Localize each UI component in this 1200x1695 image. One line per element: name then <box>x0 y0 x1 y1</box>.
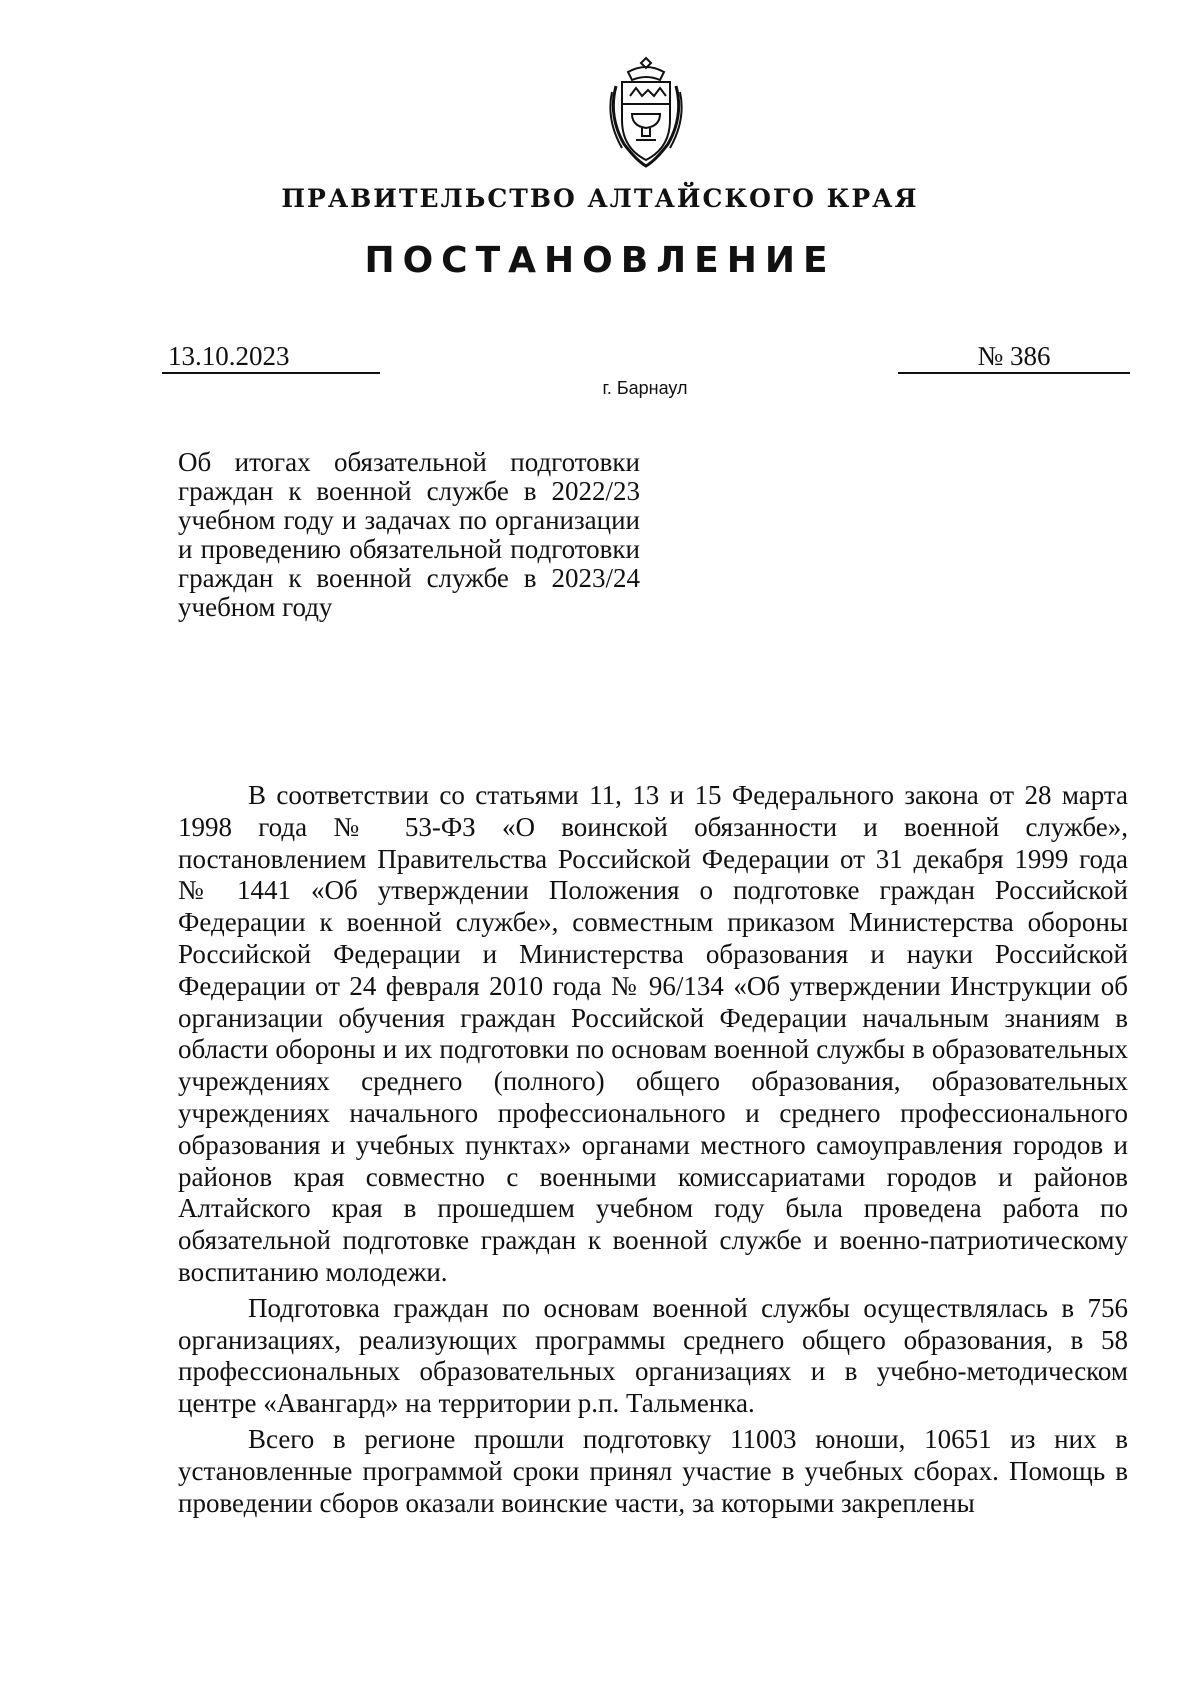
document-subject: Об итогах обязательной подготовки граждан к военной службе в 2022/23 учебном году и задачах по организации и проведению обязательной подготовки граждан к военной службе в 2023/24 учебном году <box>178 447 640 622</box>
document-date <box>162 340 380 374</box>
document-number-value: № 386 <box>977 341 1051 371</box>
document-city: г. Барнаул <box>602 378 688 398</box>
document-body <box>178 780 1128 1523</box>
body-paragraph-2: Подготовка граждан по основам военной службы осуществлялась в 756 организациях, реализующих программы среднего общего образования, в 58 профессиональных образовательных организациях и в учебно-методическом центре «Авангард» на территории р.п. Тальменка. <box>178 1292 1128 1419</box>
government-title: ПРАВИТЕЛЬСТВО АЛТАЙСКОГО КРАЯ <box>281 184 919 213</box>
body-paragraph-3: Всего в регионе прошли подготовку 11003 юноши, 10651 из них в установленные программой сроки принял участие в учебных сборах. Помощь в проведении сборов оказали воинские части, за которыми закреплены <box>178 1423 1128 1518</box>
document-number <box>898 340 1130 374</box>
document-date-value: 13.10.2023 <box>168 341 290 371</box>
document-type: ПОСТАНОВЛЕНИЕ <box>364 240 836 281</box>
body-paragraph-1: В соответствии со статьями 11, 13 и 15 Федерального закона от 28 марта 1998 года № 53-ФЗ «О воинской обязанности и военной службе», постановлением Правительства Российской Федерации от 31 декабря 1999 года № 1441 «Об утверждении Положения о подготовке граждан Российской Федерации к военной службе», совместным приказом Министерства обороны Российской Федерации и Министерства образования и науки Российской Федерации от 24 февраля 2010 года № 96/134 «Об утверждении Инструкции об организации обучения граждан Российской Федерации начальным знаниям в области обороны и их подготовки по основам военной службы в образовательных учреждениях среднего (полного) общего образования, образовательных учреждениях начального профессионального и среднего профессионального образования и учебных пунктах» органами местного самоуправления городов и районов края совместно с военными комиссариатами городов и районов Алтайского края в прошедшем учебном году была проведена работа по обязательной подготовке граждан к военной службе и военно-патриотическому воспитанию молодежи. <box>178 780 1128 1287</box>
altai-coat-of-arms-icon <box>598 52 694 172</box>
